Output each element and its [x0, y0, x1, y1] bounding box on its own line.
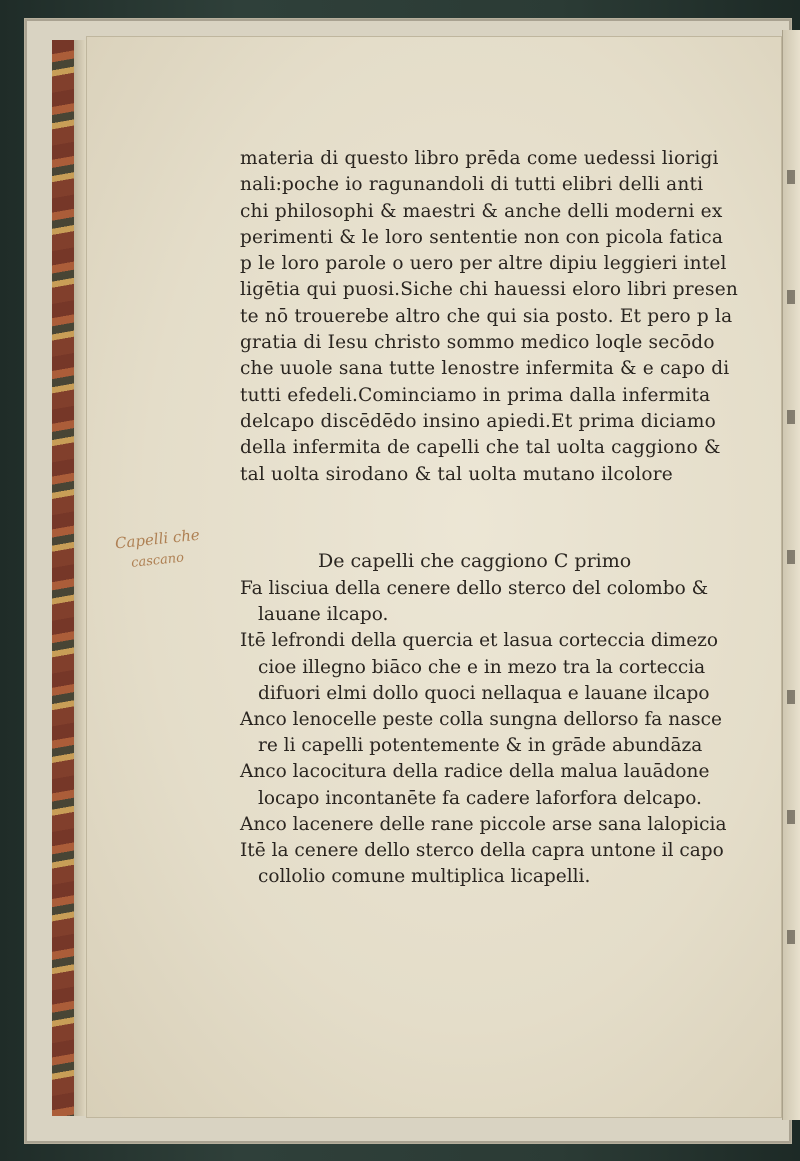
facing-page-mark — [787, 410, 795, 424]
body-line: perimenti & le loro sententie non con picola fatica — [240, 226, 724, 248]
facing-page-mark — [787, 170, 795, 184]
body-line: gratia di Iesu christo sommo medico loqle secōdo — [240, 332, 715, 354]
body-line: tutti efedeli.Cominciamo in prima dalla infermita — [240, 384, 711, 406]
recipe-line: Fa lisciua della cenere dello sterco del colombo & — [240, 578, 709, 599]
body-text — [240, 146, 740, 488]
margin-note-line: cascano — [130, 550, 185, 571]
recipe-line: locapo incontanēte fa cadere laforfora delcapo. — [258, 787, 702, 809]
body-line: chi philosophi & maestri & anche delli moderni ex — [240, 200, 723, 222]
body-line: te nō trouerebe altro che qui sia posto. Et pero p la — [240, 305, 733, 327]
margin-note-line: Capelli che — [114, 525, 201, 553]
facing-page-mark — [787, 810, 795, 824]
body-line: materia di questo libro prēda come uedessi liorigi — [240, 148, 719, 169]
body-line: ligētia qui puosi.Siche chi hauessi eloro libri presen — [240, 279, 738, 301]
recipe-line: re li capelli potentemente & in grāde abundāza — [258, 735, 703, 757]
facing-page-edge — [782, 30, 800, 1120]
recipe-line: Itē lefrondi della quercia et lasua corteccia dimezo — [240, 630, 719, 652]
recipe-line: collolio comune multiplica licapelli. — [258, 866, 591, 888]
facing-page-mark — [787, 550, 795, 564]
recipe-list — [240, 576, 760, 890]
recipe-line: lauane ilcapo. — [258, 604, 389, 626]
body-line: delcapo discēdēdo insino apiedi.Et prima diciamo — [240, 410, 716, 432]
body-line: tal uolta sirodano & tal uolta mutano ilcolore — [240, 463, 673, 485]
recipe-line: difuori elmi dollo quoci nellaqua e lauane ilcapo — [258, 682, 710, 704]
recipe-line: Anco lacocitura della radice della malua lauādone — [240, 761, 710, 783]
body-line: che uuole sana tutte lenostre infermita & e capo di — [240, 358, 730, 380]
facing-page-mark — [787, 930, 795, 944]
recipe-line: cioe illegno biāco che e in mezo tra la corteccia — [258, 656, 706, 678]
recipe-line: Anco lenocelle peste colla sungna dellorso fa nasce — [240, 709, 722, 731]
recipe-line: Itē la cenere dello sterco della capra untone il capo — [240, 840, 724, 862]
facing-page-mark — [787, 290, 795, 304]
chapter-heading: De capelli che caggiono C primo — [318, 550, 632, 572]
recipe-line: Anco lacenere delle rane piccole arse sana lalopicia — [240, 813, 727, 835]
facing-page-mark — [787, 690, 795, 704]
handwritten-margin-note — [114, 524, 203, 577]
body-line: p le loro parole o uero per altre dipiu leggieri intel — [240, 253, 727, 275]
body-line: nali:poche io ragunandoli di tutti elibri delli anti — [240, 174, 704, 196]
marbled-binding-strip — [52, 40, 74, 1116]
body-line: della infermita de capelli che tal uolta caggiono & — [240, 437, 721, 459]
